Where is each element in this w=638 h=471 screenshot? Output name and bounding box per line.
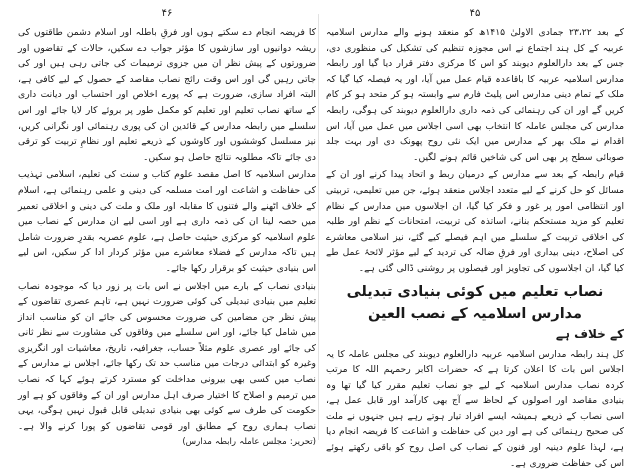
page-number: ۴۶: [18, 8, 316, 20]
page-gutter: [318, 14, 319, 440]
paragraph: [18, 279, 316, 452]
right-page: [326, 0, 624, 452]
page-number: ۴۵: [326, 8, 624, 20]
left-page: [18, 0, 316, 452]
section-heading-continuation: کے خلاف ہے: [326, 325, 624, 343]
paragraph: کل ہند رابطہ مدارس اسلامیہ عربیہ دارالعلوم دیوبند کی مجلس عاملہ کا یہ اجلاس اس بات کا اعلان کرتا ہے کہ حضرات اکابر رحمہم اللہ کا مرتب کردہ نصاب مدارس اسلامیہ کے لیے جو نصاب تعلیم مقرر کیا گیا تھا وہ بنیادی مقاصد اور اصولوں کے لحاظ سے آج بھی کارآمد اور قابل عمل ہے، اسی نصاب کے ذریعے ہمیشہ ایسے افراد تیار ہوتے رہے ہیں جنہوں نے ملت کی صحیح رہنمائی کی ہے اور دین کی حفاظت و اشاعت کا فریضہ انجام دیا ہے، لہذا علوم دینیہ اور فنون کے نصاب کی اصل روح کو باقی رکھتے ہوئے اس کی حفاظت ضروری ہے۔: [326, 347, 624, 471]
paragraph: کے بعد ۲۳،۲۲ جمادی الاولیٰ ۱۴۱۵ھ کو منعقد ہونے والے مدارس اسلامیہ عربیہ کے کل ہند اجتماع نے اس مجوزہ تنظیم کی تشکیل کی منظوری دی، جس کے بعد دارالعلوم دیوبند کو اس کا مرکزی دفتر قرار دیا گیا اور رابطہ مدارس اسلامیہ عربیہ کا باقاعدہ قیام عمل میں آیا، اور یہ فیصلہ کیا گیا کہ ملک کے تمام دینی مدارس اس پلیٹ فارم سے وابستہ ہو کر متحد ہو کر کام کریں گے اور ان کی رہنمائی کی ذمہ داری دارالعلوم دیوبند کی ہوگی، رابطہ مدارس کی مجلس عاملہ کا انتخاب بھی اسی اجلاس میں عمل میں آیا، اس اقدام نے ملک بھر کے مدارس میں ایک نئی روح پھونک دی اور بہت جلد صوبائی سطح پر بھی اس کی شاخیں قائم ہونے لگیں۔: [326, 25, 624, 165]
section-heading: نصاب تعلیم میں کوئی بنیادی تبدیلی مدارس اسلامیہ کے نصب العین: [326, 281, 624, 325]
paragraph: کا فریضہ انجام دے سکتے ہوں اور فرقِ باطلہ اور اسلام دشمن طاقتوں کی ریشہ دوانیوں اور سازشوں کا مؤثر جواب دے سکیں، حالات کے تقاضوں اور ضرورتوں کے پیش نظر ان میں جزوی ترمیمات کی جاتی رہی ہیں اور کی جاتی رہیں گی اور اس وقت رائج نصاب مقاصد کے حصول کے لیے کافی ہے، البتہ افراد سازی، ضرورت ہے کہ پورے اخلاص اور احتساب اور دیانت داری کے ساتھ نصاب تعلیم اور تعلیم کو مکمل طور پر بروئے کار لایا جائے اور اس سلسلے میں رابطہ مدارس کے قائدین ان کی پوری رہنمائی اور نگرانی کریں، نیز مسلسل کوششوں اور کاوشوں کے ذریعے تعلیم اور نظامِ تربیت کو ترقی دی جائے تاکہ مطلوبہ نتائج حاصل ہو سکیں۔: [18, 25, 316, 165]
signature: (تحریر: مجلس عاملہ رابطہ مدارس): [182, 437, 316, 447]
paragraph: مدارس اسلامیہ کا اصل مقصد علوم کتاب و سنت کی تعلیم، اسلامی تہذیب کی حفاظت و اشاعت اور امت مسلمہ کی دینی و علمی رہنمائی ہے، اسلام کے خلاف اٹھنے والے فتنوں کا مقابلہ اور ملک و ملت کی دینی و اخلاقی تعمیر میں حصہ لینا ان کی ذمہ داری ہے اور اسی لیے ان مدارس کے نصاب میں علوم اسلامیہ کو مرکزی حیثیت حاصل ہے، علوم عصریہ بقدرِ ضرورت شامل ہیں تاکہ مدارس کے فضلاء معاشرے میں مؤثر کردار ادا کر سکیں، اس لیے اس بنیادی حیثیت کو برقرار رکھا جائے۔: [18, 167, 316, 276]
paragraph-text: بنیادی نصاب کے بارے میں اجلاس نے اس بات پر زور دیا کہ موجودہ نصاب تعلیم میں بنیادی تبدیلی کی کوئی ضرورت نہیں ہے، تاہم عصری تقاضوں کے پیش نظر جن مضامین کی ضرورت محسوس کی جائے ان کو مناسب انداز میں شامل کیا جائے، اور اس سلسلے میں وفاقوں کی مشاورت سے نظر ثانی کی جائے اور عصری علوم مثلاً حساب، جغرافیہ، تاریخ، معاشیات اور انگریزی وغیرہ کو ابتدائی درجات میں مناسب حد تک رکھا جائے، اجلاس نے مدارس کے نصاب میں کسی بھی بیرونی مداخلت کو مسترد کرتے ہوئے کہا کہ نصاب میں ترمیم و اصلاح کا اختیار صرف اہل مدارس اور ان کے وفاقوں کو ہے اور حکومت کی طرف سے کوئی بھی بنیادی تبدیلی قابل قبول نہیں ہوگی، یہی نصاب ہماری روح کے مطابق اور قومی تقاضوں کو پورا کرنے والا ہے۔: [18, 281, 316, 432]
paragraph: قیام رابطہ کے بعد سے مدارس کے درمیان ربط و اتحاد پیدا کرنے اور ان کے مسائل کو حل کرنے کے لیے متعدد اجلاس منعقد ہوئے، جن میں تعلیمی، تربیتی اور انتظامی امور پر غور و فکر کیا گیا، ان اجلاسوں میں مدارس کے نظام تعلیم کو مزید مستحکم بنانے، اساتذہ کی تربیت، امتحانات کے نظم اور طلبہ کی اخلاقی تربیت کے سلسلے میں اہم فیصلے کیے گئے، نیز اسلامی معاشرے کی اصلاح، دینی بیداری اور فرقِ ضالہ کی تردید کے لیے مؤثر لائحۂ عمل طے کیا گیا، ان اجلاسوں کی تجاویز اور فیصلوں پر روشنی ڈالی گئی ہے۔: [326, 167, 624, 276]
